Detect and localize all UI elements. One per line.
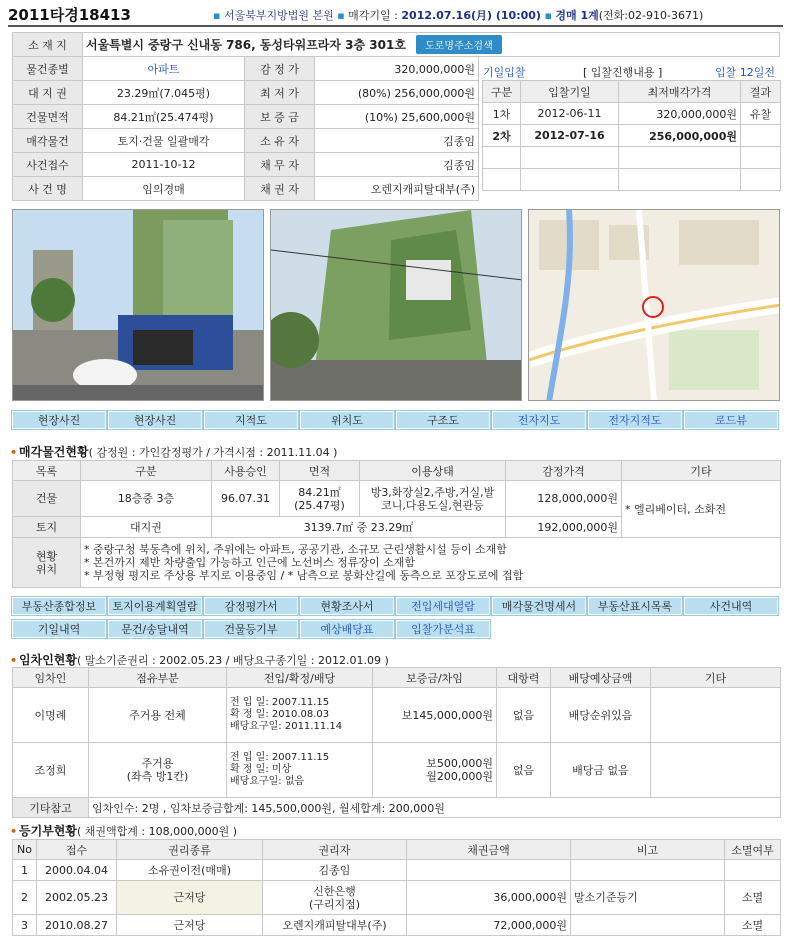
doc-tabs-1-3[interactable]: 현황조사서 bbox=[300, 597, 394, 615]
doc-tabs-1-4[interactable]: 전입세대열람 bbox=[396, 597, 490, 615]
photo-tabs-7[interactable]: 로드뷰 bbox=[684, 411, 778, 429]
registry-row: 2 2002.05.23 근저당 신한은행 (구리지점) 36,000,000원 말소기준등기 소멸 bbox=[13, 881, 781, 915]
court-name: 서울북부지방법원 본원 bbox=[223, 9, 334, 22]
doc-tabs-1-5[interactable]: 매각물건명세서 bbox=[492, 597, 586, 615]
header-divider bbox=[8, 25, 783, 27]
photo-tabs-4[interactable]: 구조도 bbox=[396, 411, 490, 429]
tenant-row: 조정희 주거용 (좌측 방1칸) 전 입 일: 2007.11.15 확 정 일: 미상 배당요구일: 없음 보500,000원 월200,000원 없음 배당금 없음 bbox=[13, 743, 781, 798]
summary-table bbox=[12, 56, 479, 201]
doc-tabs-2-0[interactable]: 기일내역 bbox=[12, 620, 106, 638]
road-address-button[interactable]: 도로명주소검색 bbox=[416, 35, 502, 54]
appraisal-row-location: 현황 위치 * 중랑구청 북동측에 위치, 주위에는 아파트, 공공기관, 소규모 근린생활시설 등이 소재함 * 본건까지 제반 차량출입 가능하고 인근에 노선버스 정류장이 소재함 * 부정형 평지로 주상용 부지로 이용중임 / * 남측으로 봉화산길에 동측으로 포장도로에 접함 bbox=[13, 538, 781, 588]
appraisal-etc: * 엘리베이터, 소화전 bbox=[622, 481, 781, 538]
location-map[interactable] bbox=[528, 209, 780, 401]
bidding-progress-title: [ 입찰진행내용 ] bbox=[583, 66, 663, 79]
sale-date: 2012.07.16(月) (10:00) bbox=[401, 9, 541, 22]
registry-section-title: • 등기부현황( 채권액합계 : 108,000,000원 ) bbox=[10, 824, 238, 838]
photo-tabs-5[interactable]: 전자지도 bbox=[492, 411, 586, 429]
tenant-note-row: 기타참고 임차인수: 2명 , 임차보증금합계: 145,500,000원, 월세합계: 200,000원 bbox=[13, 798, 781, 818]
doc-tabs-1-1[interactable]: 토지이용계획열람 bbox=[108, 597, 202, 615]
doc-tabs-1-7[interactable]: 사건내역 bbox=[684, 597, 778, 615]
appraisal-table: 목록 구분 사용승인 면적 이용상태 감정가격 기타 건물 18층중 3층 96.07.31 84.21㎡ (25.47평) 방3,화장실2,주방,거실,발 코니,다용도실,현관등 128,000,000원 * 엘리베이터, 소화전 토지 대지권 3139.7㎡ 중 23.29㎡ 192,000,000원 현황 위치 * 중랑구청 북동측에 위치, 주위에는 아파트, 공공기관, 소규모 근린생활시설 등이 소재함 * 본건까지 제반 차량출입 가능하고 인근에 노선버스 정류장이 소재함 * 부정형 평지로 주상용 부지로 이용중임 / * 남측으로 봉화산길에 동측으로 포장도로에 접함 bbox=[12, 460, 781, 588]
doc-tabs-2-1[interactable]: 문건/송달내역 bbox=[108, 620, 202, 638]
registry-row: 1 2000.04.04 소유권이전(매매) 김종임 bbox=[13, 860, 781, 881]
addr-label: 소 재 지 bbox=[13, 33, 83, 57]
doc-tabs-2-3[interactable]: 예상배당표 bbox=[300, 620, 394, 638]
summary-row: 사건접수 2011-10-12 채 무 자 김종임 bbox=[13, 153, 479, 177]
appraisal-row-building: 건물 18층중 3층 96.07.31 84.21㎡ (25.47평) 방3,화장실2,주방,거실,발 코니,다용도실,현관등 128,000,000원 * 엘리베이터, 소화전 bbox=[13, 481, 781, 517]
case-header-info: ▪ 서울북부지방법원 본원 ▪ 매각기일 : 2012.07.16(月) (10:00) ▪ 경매 1계(전화:02-910-3671) bbox=[213, 9, 704, 22]
photo-tabs-6[interactable]: 전자지적도 bbox=[588, 411, 682, 429]
doc-tabs-2-2[interactable]: 건물등기부 bbox=[204, 620, 298, 638]
photo-tabs-1[interactable]: 현장사진 bbox=[108, 411, 202, 429]
summary-row: 매각물건 토지·건물 일괄매각 소 유 자 김종임 bbox=[13, 129, 479, 153]
appraisal-section-title: • 매각물건현황( 감정원 : 가인감정평가 / 가격시점 : 2011.11.04 ) bbox=[10, 445, 338, 459]
bidding-row: 1차 2012-06-11 320,000,000원 유찰 bbox=[483, 103, 781, 125]
bidding-row: 2차 2012-07-16 256,000,000원 bbox=[483, 125, 781, 147]
case-number: 2011타경18413 bbox=[8, 6, 131, 24]
doc-tabs-2-4[interactable]: 입찰가분석표 bbox=[396, 620, 490, 638]
bidding-type: 기일입찰 bbox=[483, 66, 526, 79]
doc-tabs-1-6[interactable]: 부동산표시목록 bbox=[588, 597, 682, 615]
doc-tabs-1-2[interactable]: 감정평가서 bbox=[204, 597, 298, 615]
site-photo-2-image bbox=[271, 210, 522, 401]
registry-table: No 접수 권리종류 권리자 채권금액 비고 소멸여부 1 2000.04.04 소유권이전(매매) 김종임 2 2002.05.23 근저당 신한은행 (구리지점) 36,000,000원 말소기준등기 소멸 3 2010.08.27 근저당 오렌지캐피탈대부(주) 72,000,000원 소멸 bbox=[12, 839, 781, 936]
address: 서울특별시 중랑구 신내동 786, 동성타워프라자 3층 301호 bbox=[86, 38, 406, 52]
site-photo-1[interactable] bbox=[12, 209, 264, 401]
bidding-table: 구분 입찰기일 최저매각가격 결과 1차 2012-06-11 320,000,000원 유찰 2차 2012-07-16 256,000,000원 bbox=[482, 80, 781, 191]
tenant-table: 임차인 점유부분 전입/확정/배당 보증금/차임 대항력 배당예상금액 기타 이명례 주거용 전체 전 입 일: 2007.11.15 확 정 일: 2010.08.03 배당요구일: 2011.11.14 보145,000,000원 없음 배당순위있음 조정희 주거용 (좌측 방1칸) 전 입 일: 2007.11.15 확 정 일: 미상 배당요구일: 없음 보500,000원 월200,000원 없음 배당금 없음 기타참고 임차인수: 2명 , 임차보증금합계: 145,500,000원, 월세합계: 200,000원 bbox=[12, 667, 781, 818]
summary-row: 물건종별 아파트 감 정 가 320,000,000원 bbox=[13, 57, 479, 81]
appraisal-row-land: 토지 대지권 3139.7㎡ 중 23.29㎡ 192,000,000원 bbox=[13, 517, 781, 538]
site-photo-2[interactable] bbox=[270, 209, 522, 401]
tenant-row: 이명례 주거용 전체 전 입 일: 2007.11.15 확 정 일: 2010.08.03 배당요구일: 2011.11.14 보145,000,000원 없음 배당순위있음 bbox=[13, 688, 781, 743]
bidding-days: 입찰 12일전 bbox=[715, 66, 775, 79]
summary-row: 사 건 명 임의경매 채 권 자 오렌지캐피탈대부(주) bbox=[13, 177, 479, 201]
tenant-section-title: • 임차인현황( 말소기준권리 : 2002.05.23 / 배당요구종기일 : 2012.01.09 ) bbox=[10, 653, 389, 667]
phone: (전화:02-910-3671) bbox=[598, 9, 704, 22]
location-map-image bbox=[529, 210, 780, 401]
photo-tabs-3[interactable]: 위치도 bbox=[300, 411, 394, 429]
summary-row: 건물면적 84.21㎡(25.474평) 보 증 금 (10%) 25,600,000원 bbox=[13, 105, 479, 129]
summary-row: 대 지 권 23.29㎡(7.045평) 최 저 가 (80%) 256,000,000원 bbox=[13, 81, 479, 105]
photo-tabs-2[interactable]: 지적도 bbox=[204, 411, 298, 429]
doc-tabs-1-0[interactable]: 부동산종합정보 bbox=[12, 597, 106, 615]
summary-address-table bbox=[12, 32, 780, 57]
registry-row: 3 2010.08.27 근저당 오렌지캐피탈대부(주) 72,000,000원 소멸 bbox=[13, 915, 781, 936]
photo-tabs-0[interactable]: 현장사진 bbox=[12, 411, 106, 429]
site-photo-1-image bbox=[13, 210, 264, 401]
dept: 경매 1계 bbox=[555, 9, 599, 22]
